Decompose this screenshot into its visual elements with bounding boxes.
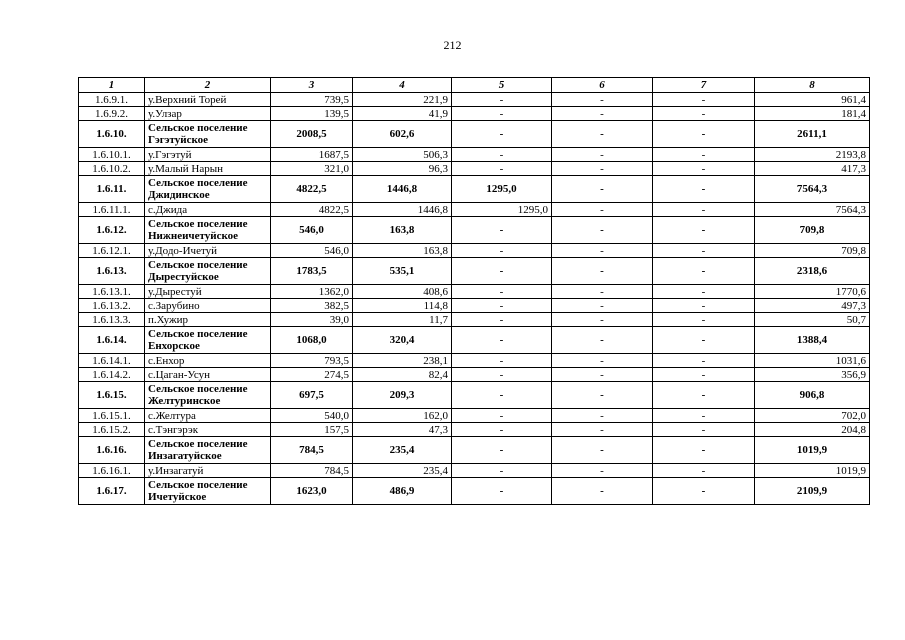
table-row bbox=[79, 354, 870, 368]
table-cell: Сельское поселение Дырестуйское bbox=[145, 258, 271, 285]
table-cell: 709,8 bbox=[755, 217, 870, 244]
table-row bbox=[79, 107, 870, 121]
table-cell: - bbox=[653, 107, 755, 121]
table-cell: 238,1 bbox=[353, 354, 452, 368]
table-cell: - bbox=[653, 437, 755, 464]
table-cell: - bbox=[452, 93, 552, 107]
table-cell: - bbox=[653, 244, 755, 258]
table-cell: - bbox=[452, 423, 552, 437]
table-cell: 2611,1 bbox=[755, 121, 870, 148]
table-cell: 906,8 bbox=[755, 382, 870, 409]
table-cell: 784,5 bbox=[271, 437, 353, 464]
table-cell: 546,0 bbox=[271, 217, 353, 244]
table-cell: 1.6.13.1. bbox=[79, 285, 145, 299]
table-cell: - bbox=[552, 258, 653, 285]
table-cell: 1.6.12. bbox=[79, 217, 145, 244]
table-cell: 204,8 bbox=[755, 423, 870, 437]
table-cell: - bbox=[552, 478, 653, 505]
table-cell: - bbox=[552, 327, 653, 354]
table-cell: - bbox=[452, 217, 552, 244]
table-cell: 1.6.14.1. bbox=[79, 354, 145, 368]
table-cell: с.Цаган-Усун bbox=[145, 368, 271, 382]
table-cell: 209,3 bbox=[353, 382, 452, 409]
table-cell: Сельское поселение Енхорское bbox=[145, 327, 271, 354]
table-cell: 221,9 bbox=[353, 93, 452, 107]
table-cell: 961,4 bbox=[755, 93, 870, 107]
table-row-settlement bbox=[79, 121, 870, 148]
table-cell: у.Дырестуй bbox=[145, 285, 271, 299]
table-cell: - bbox=[452, 148, 552, 162]
table-cell: 1446,8 bbox=[353, 176, 452, 203]
table-cell: - bbox=[452, 437, 552, 464]
table-cell: - bbox=[552, 285, 653, 299]
table-cell: 1770,6 bbox=[755, 285, 870, 299]
table-cell: - bbox=[452, 162, 552, 176]
table-cell: - bbox=[653, 203, 755, 217]
table-cell: 1068,0 bbox=[271, 327, 353, 354]
table-cell: 382,5 bbox=[271, 299, 353, 313]
table-cell: - bbox=[552, 382, 653, 409]
table-cell: с.Зарубино bbox=[145, 299, 271, 313]
table-cell: 1.6.14.2. bbox=[79, 368, 145, 382]
table-cell: - bbox=[653, 313, 755, 327]
table-cell: - bbox=[452, 121, 552, 148]
table-cell: - bbox=[653, 121, 755, 148]
table-cell: 1388,4 bbox=[755, 327, 870, 354]
table-cell: - bbox=[552, 93, 653, 107]
table-cell: - bbox=[452, 258, 552, 285]
table-cell: - bbox=[653, 148, 755, 162]
table-cell: 4822,5 bbox=[271, 176, 353, 203]
column-header: 7 bbox=[653, 78, 755, 93]
table-cell: 1031,6 bbox=[755, 354, 870, 368]
table-row-settlement bbox=[79, 478, 870, 505]
table-cell: 7564,3 bbox=[755, 176, 870, 203]
table-cell: 1.6.9.1. bbox=[79, 93, 145, 107]
table-cell: 157,5 bbox=[271, 423, 353, 437]
table-cell: 7564,3 bbox=[755, 203, 870, 217]
table-cell: 702,0 bbox=[755, 409, 870, 423]
table-cell: - bbox=[552, 313, 653, 327]
table-cell: 1623,0 bbox=[271, 478, 353, 505]
table-row bbox=[79, 368, 870, 382]
table-row bbox=[79, 162, 870, 176]
table-cell: 321,0 bbox=[271, 162, 353, 176]
table-cell: 486,9 bbox=[353, 478, 452, 505]
column-header: 6 bbox=[552, 78, 653, 93]
table-cell: 1.6.11. bbox=[79, 176, 145, 203]
table-cell: - bbox=[552, 244, 653, 258]
table-cell: - bbox=[552, 354, 653, 368]
table-cell: - bbox=[552, 423, 653, 437]
table-cell: 417,3 bbox=[755, 162, 870, 176]
table-body bbox=[79, 93, 870, 505]
table-row bbox=[79, 203, 870, 217]
table-cell: у.Гэгэтуй bbox=[145, 148, 271, 162]
table-cell: 506,3 bbox=[353, 148, 452, 162]
table-cell: Сельское поселение Джидинское bbox=[145, 176, 271, 203]
table-row bbox=[79, 423, 870, 437]
table-cell: - bbox=[452, 478, 552, 505]
table-cell: 1.6.12.1. bbox=[79, 244, 145, 258]
table-cell: 1019,9 bbox=[755, 437, 870, 464]
table-cell: 114,8 bbox=[353, 299, 452, 313]
table-cell: 2318,6 bbox=[755, 258, 870, 285]
table-cell: 697,5 bbox=[271, 382, 353, 409]
table-cell: 1.6.10.2. bbox=[79, 162, 145, 176]
table-cell: 1446,8 bbox=[353, 203, 452, 217]
table-cell: 1295,0 bbox=[452, 176, 552, 203]
table-cell: - bbox=[552, 217, 653, 244]
table-cell: 82,4 bbox=[353, 368, 452, 382]
table-cell: Сельское поселение Нижнеичетуйское bbox=[145, 217, 271, 244]
table-cell: 96,3 bbox=[353, 162, 452, 176]
table-cell: 1.6.15.2. bbox=[79, 423, 145, 437]
table-cell: 1.6.15. bbox=[79, 382, 145, 409]
table-cell: 1.6.9.2. bbox=[79, 107, 145, 121]
table-cell: - bbox=[552, 176, 653, 203]
table-row bbox=[79, 244, 870, 258]
table-cell: - bbox=[552, 368, 653, 382]
table-cell: - bbox=[653, 423, 755, 437]
page-number: 212 bbox=[443, 38, 462, 52]
table-cell: 1687,5 bbox=[271, 148, 353, 162]
table-cell: 163,8 bbox=[353, 217, 452, 244]
table-cell: 2193,8 bbox=[755, 148, 870, 162]
table-cell: 139,5 bbox=[271, 107, 353, 121]
table-cell: с.Джида bbox=[145, 203, 271, 217]
table-cell: - bbox=[552, 203, 653, 217]
table-cell: 784,5 bbox=[271, 464, 353, 478]
table-cell: - bbox=[653, 162, 755, 176]
table-cell: - bbox=[452, 244, 552, 258]
table-cell: Сельское поселение Желтуринское bbox=[145, 382, 271, 409]
table-cell: 2109,9 bbox=[755, 478, 870, 505]
table-cell: с.Тэнгэрэк bbox=[145, 423, 271, 437]
table-cell: с.Желтура bbox=[145, 409, 271, 423]
table-cell: - bbox=[653, 299, 755, 313]
table-cell: - bbox=[452, 285, 552, 299]
table-cell: - bbox=[653, 285, 755, 299]
table-cell: - bbox=[452, 409, 552, 423]
table-cell: - bbox=[552, 464, 653, 478]
table-cell: - bbox=[452, 107, 552, 121]
table-row bbox=[79, 299, 870, 313]
table-cell: - bbox=[653, 464, 755, 478]
table-cell: 602,6 bbox=[353, 121, 452, 148]
table-cell: - bbox=[653, 327, 755, 354]
table-cell: - bbox=[653, 409, 755, 423]
table-cell: - bbox=[552, 148, 653, 162]
table-cell: у.Додо-Ичетуй bbox=[145, 244, 271, 258]
table-cell: 274,5 bbox=[271, 368, 353, 382]
table-cell: 546,0 bbox=[271, 244, 353, 258]
table-cell: 793,5 bbox=[271, 354, 353, 368]
table-cell: 1.6.13.3. bbox=[79, 313, 145, 327]
table-cell: 1295,0 bbox=[452, 203, 552, 217]
column-header: 2 bbox=[145, 78, 271, 93]
table-cell: Сельское поселение Ичетуйское bbox=[145, 478, 271, 505]
table-cell: у.Улзар bbox=[145, 107, 271, 121]
table-cell: Сельское поселение Инзагатуйское bbox=[145, 437, 271, 464]
table-header-row bbox=[79, 78, 870, 93]
table-cell: 356,9 bbox=[755, 368, 870, 382]
table-cell: 1.6.11.1. bbox=[79, 203, 145, 217]
table-cell: 1.6.15.1. bbox=[79, 409, 145, 423]
table-cell: - bbox=[452, 327, 552, 354]
table-cell: 535,1 bbox=[353, 258, 452, 285]
table-cell: 1.6.10.1. bbox=[79, 148, 145, 162]
table-cell: 235,4 bbox=[353, 437, 452, 464]
table-cell: 1783,5 bbox=[271, 258, 353, 285]
table-cell: - bbox=[653, 478, 755, 505]
column-header: 4 bbox=[353, 78, 452, 93]
table-cell: 41,9 bbox=[353, 107, 452, 121]
table-row-settlement bbox=[79, 437, 870, 464]
table-cell: 1362,0 bbox=[271, 285, 353, 299]
table-cell: - bbox=[552, 437, 653, 464]
column-header: 8 bbox=[755, 78, 870, 93]
table-row bbox=[79, 464, 870, 478]
table-cell: - bbox=[653, 217, 755, 244]
table-cell: 709,8 bbox=[755, 244, 870, 258]
table-row-settlement bbox=[79, 176, 870, 203]
table-cell: - bbox=[653, 368, 755, 382]
table-cell: Сельское поселение Гэгэтуйское bbox=[145, 121, 271, 148]
table-cell: 235,4 bbox=[353, 464, 452, 478]
table-cell: 497,3 bbox=[755, 299, 870, 313]
table-row bbox=[79, 93, 870, 107]
table-cell: - bbox=[552, 121, 653, 148]
table-cell: - bbox=[552, 107, 653, 121]
table-cell: 50,7 bbox=[755, 313, 870, 327]
table-row bbox=[79, 148, 870, 162]
table-cell: с.Енхор bbox=[145, 354, 271, 368]
table-cell: 320,4 bbox=[353, 327, 452, 354]
table-cell: 4822,5 bbox=[271, 203, 353, 217]
table-cell: - bbox=[452, 313, 552, 327]
table-cell: - bbox=[552, 162, 653, 176]
table-cell: п.Хужир bbox=[145, 313, 271, 327]
table-cell: 1.6.16. bbox=[79, 437, 145, 464]
table-cell: 47,3 bbox=[353, 423, 452, 437]
table-cell: у.Инзагатуй bbox=[145, 464, 271, 478]
column-header: 1 bbox=[79, 78, 145, 93]
table-cell: 1.6.13. bbox=[79, 258, 145, 285]
table-row-settlement bbox=[79, 382, 870, 409]
table-cell: 1.6.13.2. bbox=[79, 299, 145, 313]
table-row bbox=[79, 285, 870, 299]
table-cell: - bbox=[552, 409, 653, 423]
table-cell: 540,0 bbox=[271, 409, 353, 423]
table-cell: - bbox=[653, 382, 755, 409]
column-header: 5 bbox=[452, 78, 552, 93]
table-cell: - bbox=[552, 299, 653, 313]
data-table bbox=[78, 77, 870, 505]
table-cell: 181,4 bbox=[755, 107, 870, 121]
column-header: 3 bbox=[271, 78, 353, 93]
table-cell: - bbox=[452, 382, 552, 409]
table-cell: 1.6.16.1. bbox=[79, 464, 145, 478]
table-cell: у.Малый Нарын bbox=[145, 162, 271, 176]
table-cell: 162,0 bbox=[353, 409, 452, 423]
table-cell: 11,7 bbox=[353, 313, 452, 327]
table-cell: - bbox=[653, 354, 755, 368]
table-cell: 1.6.14. bbox=[79, 327, 145, 354]
table-cell: у.Верхний Торей bbox=[145, 93, 271, 107]
table-cell: - bbox=[653, 93, 755, 107]
table-cell: - bbox=[653, 258, 755, 285]
table-row-settlement bbox=[79, 258, 870, 285]
table-row-settlement bbox=[79, 217, 870, 244]
table-row bbox=[79, 409, 870, 423]
table-cell: 739,5 bbox=[271, 93, 353, 107]
table-cell: - bbox=[653, 176, 755, 203]
table-cell: 1.6.10. bbox=[79, 121, 145, 148]
table-row-settlement bbox=[79, 327, 870, 354]
table-cell: 2008,5 bbox=[271, 121, 353, 148]
table-cell: - bbox=[452, 464, 552, 478]
table-cell: 1.6.17. bbox=[79, 478, 145, 505]
table-cell: - bbox=[452, 299, 552, 313]
table-cell: 1019,9 bbox=[755, 464, 870, 478]
table-cell: - bbox=[452, 368, 552, 382]
table-cell: 163,8 bbox=[353, 244, 452, 258]
table-cell: - bbox=[452, 354, 552, 368]
table-cell: 408,6 bbox=[353, 285, 452, 299]
table-row bbox=[79, 313, 870, 327]
table-cell: 39,0 bbox=[271, 313, 353, 327]
